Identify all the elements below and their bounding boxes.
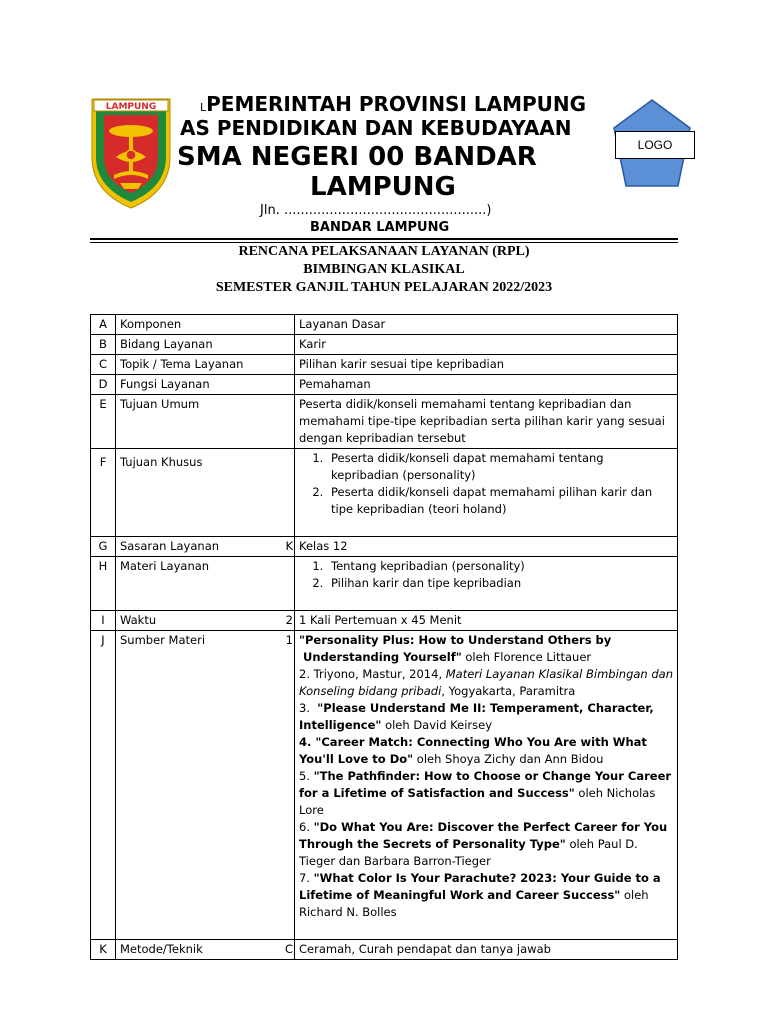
header-province: PEMERINTAH PROVINSI LAMPUNG — [206, 92, 587, 116]
table-row — [91, 395, 678, 449]
row-edge-mark: K — [285, 539, 293, 553]
row-value: Peserta didik/konseli memahami tentang kepribadian dan memahami tipe-tipe kepribadian serta pilihan karir yang sesuai dengan kepribadian tersebut — [295, 395, 678, 449]
source-list — [295, 631, 678, 940]
table-row — [91, 940, 678, 960]
document-semester: SEMESTER GANJIL TAHUN PELAJARAN 2022/2023 — [215, 280, 553, 295]
source-item: 7. "What Color Is Your Parachute? 2023: Your Guide to a Lifetime of Meaningful Work and Career Success" oleh Richard N. Bolles — [299, 871, 661, 919]
row-code: J — [91, 631, 116, 940]
logo-placeholder: LOGO — [615, 131, 695, 159]
table-row — [91, 537, 678, 557]
list-item: 2. Pilihan karir dan tipe kepribadian — [327, 575, 673, 592]
header-line-1 — [200, 92, 586, 116]
table-row — [91, 355, 678, 375]
header-department: AS PENDIDIKAN DAN KEBUDAYAAN — [180, 116, 572, 140]
row-label: Tujuan Khusus — [116, 449, 295, 537]
row-value: Pemahaman — [295, 375, 678, 395]
row-value-list — [295, 557, 678, 611]
row-code: B — [91, 335, 116, 355]
row-label: Bidang Layanan — [116, 335, 295, 355]
header-city: BANDAR LAMPUNG — [310, 220, 450, 235]
emblem-text: LAMPUNG — [105, 102, 157, 112]
header-school-line-1: SMA NEGERI 00 BANDAR — [177, 142, 537, 172]
row-code: I — [91, 611, 116, 631]
source-item: 6. "Do What You Are: Discover the Perfect Career for You Through the Secrets of Personality Type" oleh Paul D. Tieger dan Barbara Barron-Tieger — [299, 820, 668, 868]
rpl-table — [90, 314, 678, 960]
header-school-line-2: LAMPUNG — [310, 172, 456, 202]
row-label: Waktu — [120, 613, 157, 627]
row-label: Sumber Materi — [120, 633, 206, 647]
table-row — [91, 449, 678, 537]
header-prefix-mark: L — [200, 101, 207, 114]
list-item: 1. Tentang kepribadian (personality) — [327, 558, 673, 575]
row-value: Kelas 12 — [295, 537, 678, 557]
row-label: Sasaran Layanan — [120, 539, 220, 553]
row-value: Ceramah, Curah pendapat dan tanya jawab — [295, 940, 678, 960]
source-item: 4. "Career Match: Connecting Who You Are with What You'll Love to Do" oleh Shoya Zichy dan Ann Bidou — [299, 735, 647, 766]
table-row — [91, 315, 678, 335]
table-row — [91, 557, 678, 611]
row-code: F — [91, 449, 116, 537]
table-row — [91, 631, 678, 940]
row-value: Layanan Dasar — [295, 315, 678, 335]
table-row — [91, 335, 678, 355]
lampung-emblem-icon — [90, 97, 172, 210]
row-code: K — [91, 940, 116, 960]
source-item: 2. Triyono, Mastur, 2014, Materi Layanan Klasikal Bimbingan dan Konseling bidang pribadi, Yogyakarta, Paramitra — [299, 667, 673, 698]
source-item: 3. "Please Understand Me II: Temperament, Character, Intelligence" oleh David Keirsey — [299, 701, 654, 732]
list-item: 2. Peserta didik/konseli dapat memahami pilihan karir dan tipe kepribadian (teori holand) — [327, 484, 673, 518]
header-divider-thick — [90, 238, 678, 240]
document-title: RENCANA PELAKSANAAN LAYANAN (RPL) — [238, 244, 530, 259]
row-code: H — [91, 557, 116, 611]
row-label: Fungsi Layanan — [116, 375, 295, 395]
table-row — [91, 611, 678, 631]
header-divider-thin — [90, 242, 678, 243]
objective-list — [299, 450, 673, 518]
list-item: 1. Peserta didik/konseli dapat memahami tentang kepribadian (personality) — [327, 450, 673, 484]
table-row — [91, 375, 678, 395]
row-label: Komponen — [116, 315, 295, 335]
document-subtitle: BIMBINGAN KLASIKAL — [303, 262, 465, 277]
source-item: 5. "The Pathfinder: How to Choose or Change Your Career for a Lifetime of Satisfaction and Success" oleh Nicholas Lore — [299, 769, 672, 817]
row-label: Topik / Tema Layanan — [116, 355, 295, 375]
material-list — [299, 558, 673, 592]
row-value: Pilihan karir sesuai tipe kepribadian — [295, 355, 678, 375]
row-value: Karir — [295, 335, 678, 355]
row-edge-mark: C — [284, 942, 293, 956]
row-value-list — [295, 449, 678, 537]
row-code: E — [91, 395, 116, 449]
row-code: C — [91, 355, 116, 375]
row-label: Materi Layanan — [116, 557, 295, 611]
row-value: 1 Kali Pertemuan x 45 Menit — [295, 611, 678, 631]
row-edge-mark: 2 — [285, 613, 293, 627]
source-item: "Personality Plus: How to Understand Others by Understanding Yourself" oleh Florence Littauer — [299, 633, 612, 664]
row-edge-mark: 1 — [285, 633, 293, 647]
row-code: G — [91, 537, 116, 557]
row-label: Tujuan Umum — [116, 395, 295, 449]
row-code: A — [91, 315, 116, 335]
header-address: Jln. .................................................) — [260, 203, 492, 218]
row-label: Metode/Teknik — [120, 942, 203, 956]
row-code: D — [91, 375, 116, 395]
